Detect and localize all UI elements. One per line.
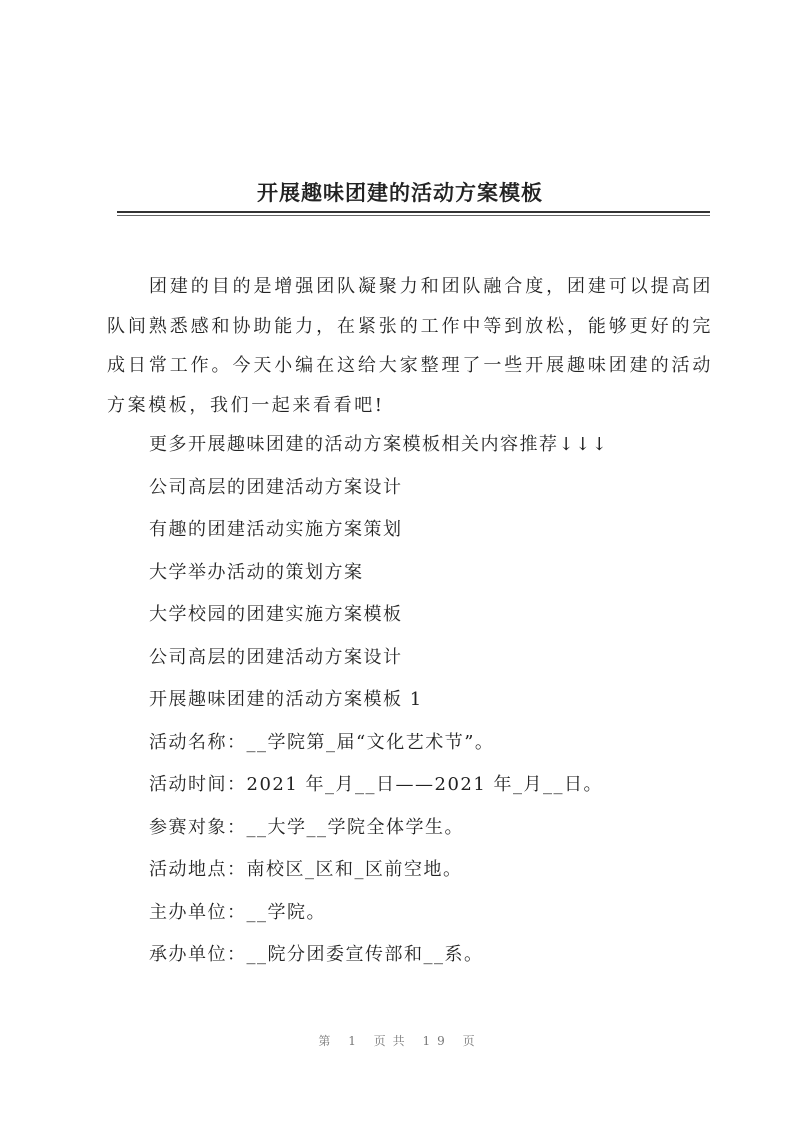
detail-activity-name: 活动名称：__学院第_届“文化艺术节”。 (149, 731, 495, 753)
related-link[interactable]: 大学校园的团建实施方案模板 (149, 604, 403, 625)
document-body (107, 267, 713, 978)
page-number-footer: 第 1 页共 19 页 (318, 1034, 482, 1048)
detail-co-organizer: 承办单位：__院分团委宣传部和__系。 (149, 944, 484, 965)
detail-organizer: 主办单位：__学院。 (149, 901, 326, 923)
detail-location: 活动地点：南校区_区和_区前空地。 (149, 859, 463, 880)
related-link[interactable]: 公司高层的团建活动方案设计 (149, 646, 403, 668)
section-heading: 开展趣味团建的活动方案模板 1 (149, 689, 423, 710)
document-title: 开展趣味团建的活动方案模板 (257, 180, 543, 206)
title-divider-thin (117, 215, 710, 216)
related-link[interactable]: 公司高层的团建活动方案设计 (149, 476, 403, 498)
detail-activity-time: 活动时间：2021 年_月__日——2021 年_月__日。 (149, 774, 604, 795)
related-link[interactable]: 大学举办活动的策划方案 (149, 561, 364, 583)
intro-paragraph: 团建的目的是增强团队凝聚力和团队融合度，团建可以提高团队间熟悉感和协助能力，在紧张的工作中等到放松，能够更好的完成日常工作。今天小编在这给大家整理了一些开展趣味团建的活动方案模板，我们一起来看看吧! (107, 276, 713, 416)
detail-participants: 参赛对象：__大学__学院全体学生。 (149, 816, 464, 838)
related-link[interactable]: 有趣的团建活动实施方案策划 (149, 519, 403, 540)
more-recommendations-line: 更多开展趣味团建的活动方案模板相关内容推荐↓↓↓ (149, 434, 609, 455)
title-divider (117, 211, 710, 213)
